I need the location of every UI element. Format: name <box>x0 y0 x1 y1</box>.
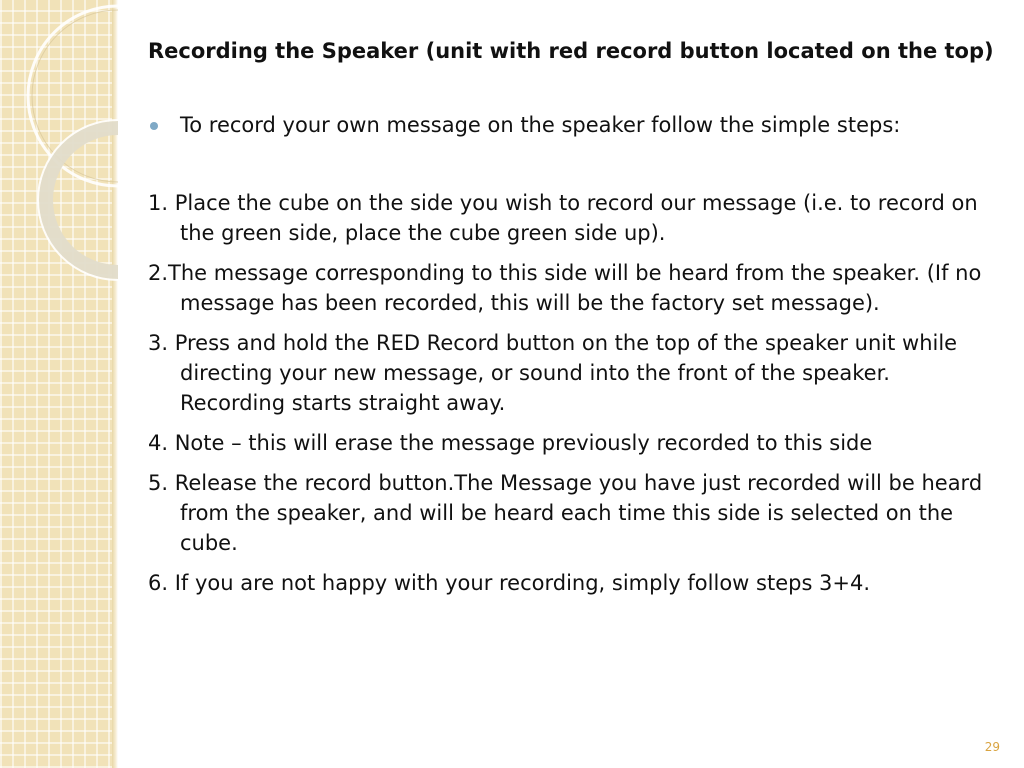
page-number: 29 <box>984 740 1000 754</box>
step-item: 6. If you are not happy with your recording, simply follow steps 3+4. <box>148 571 871 595</box>
slide-title: Recording the Speaker (unit with red record button located on the top) <box>148 39 994 63</box>
bullet-dot-icon <box>150 122 158 130</box>
step-item: 5. Release the record button.The Message you have just recorded will be heard from the speaker, and will be heard each time this side is selected on the cube. <box>148 471 983 555</box>
step-item: 2.The message corresponding to this side will be heard from the speaker. (If no message has been recorded, this will be the factory set message). <box>148 261 982 315</box>
slide-content <box>148 36 998 608</box>
step-item: 4. Note – this will erase the message previously recorded to this side <box>148 431 873 455</box>
steps-list <box>148 188 998 598</box>
intro-bullet-text: To record your own message on the speaker follow the simple steps: <box>180 113 901 137</box>
step-item: 3. Press and hold the RED Record button on the top of the speaker unit while directing your new message, or sound into the front of the speaker. Recording starts straight away. <box>148 331 958 415</box>
decorative-circles <box>0 0 118 768</box>
intro-bullet <box>148 110 998 140</box>
step-item: 1. Place the cube on the side you wish to record our message (i.e. to record on the green side, place the cube green side up). <box>148 191 978 245</box>
